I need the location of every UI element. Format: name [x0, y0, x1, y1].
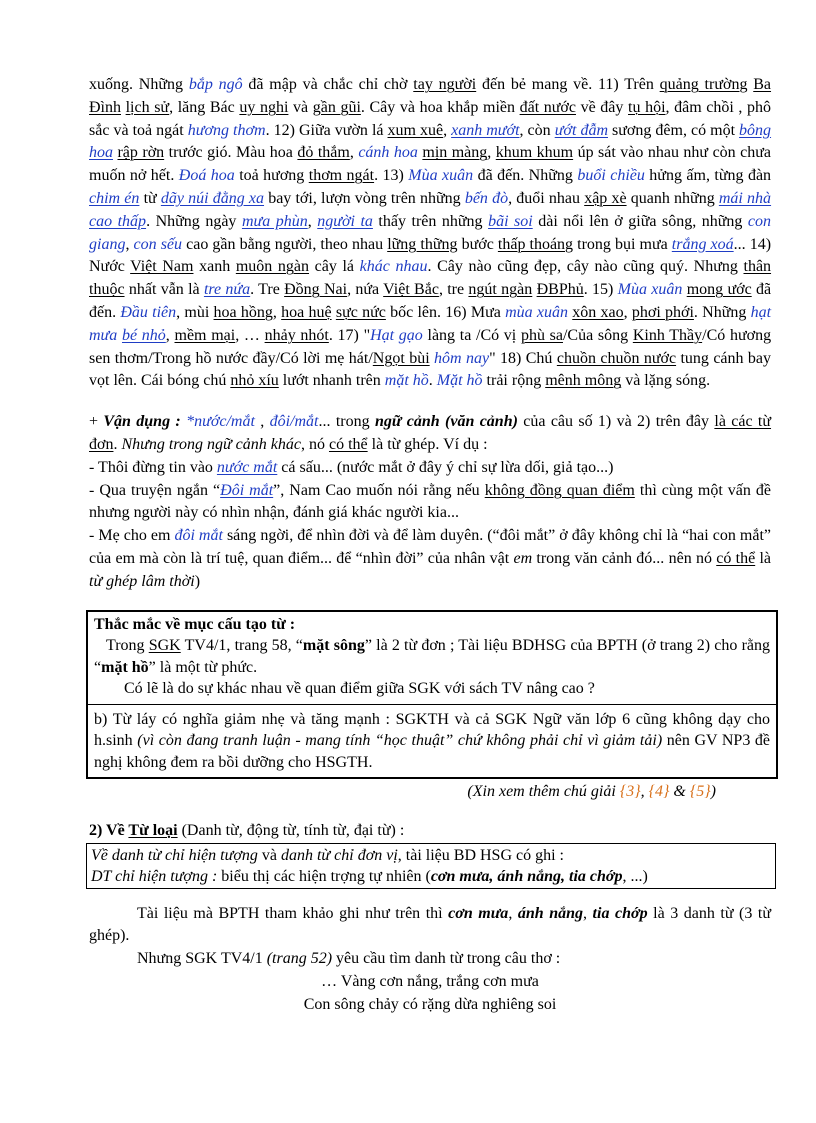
word-underlined: nhỏ xíu	[230, 372, 279, 390]
definition-line-1	[91, 845, 771, 866]
text: . Cây nào cũng đẹp, cây nào cũng quý. Nhưng	[427, 258, 744, 276]
text: trải rộng	[482, 372, 546, 390]
word-blue: bắp ngô	[188, 76, 243, 93]
text: .	[113, 435, 122, 453]
word-underlined: sực nức	[335, 303, 386, 321]
text: tung cánh bay vọt lên. Cái bóng chú	[89, 349, 772, 390]
word-blue-underlined: Đôi mắt	[220, 481, 274, 499]
text: . 15)	[583, 281, 618, 299]
word-blue-underlined: trắng xoá	[671, 235, 734, 253]
word-blue: Hạt gạo	[370, 326, 423, 344]
word-underlined: mềm mại	[174, 326, 236, 344]
text: cao gần bằng người, theo nhau	[182, 235, 388, 253]
word-underlined: thân thuộc	[89, 258, 772, 299]
word-blue: *nước/mắt	[186, 413, 255, 431]
text: xuống. Những	[89, 76, 189, 93]
word-underlined: Từ loại	[128, 821, 178, 839]
text: của câu số 1) và 2) trên đây	[517, 413, 715, 431]
text: - Mẹ cho em	[89, 527, 175, 545]
word-underlined: phơi phới	[631, 303, 694, 321]
term-bold: cơn mưa, ánh nắng, tia chớp	[430, 867, 623, 885]
word-italic: (trang 52)	[266, 950, 333, 968]
word-blue: khác nhau	[359, 258, 428, 276]
text: làng ta /Có vị	[422, 326, 521, 344]
word-blue: đôi mắt	[174, 527, 223, 545]
text: )	[710, 783, 716, 801]
text: , mùi	[176, 303, 214, 321]
box-divider	[88, 704, 776, 774]
text: lướt nhanh trên	[278, 372, 385, 390]
text: về đây	[575, 98, 629, 116]
word-underlined: SGK	[148, 637, 181, 655]
text: ,	[487, 144, 496, 162]
text: ” là một từ phức.	[148, 658, 258, 676]
text: bước	[457, 235, 498, 253]
definition-line-2	[91, 866, 771, 887]
text: , tài liệu BD HSG có ghi :	[397, 846, 564, 864]
word-blue: buổi chiều	[577, 167, 645, 185]
word-blue-underlined: xanh mướt	[451, 121, 520, 139]
word-underlined: xập xè	[584, 189, 627, 207]
word-underlined: mênh mông	[545, 372, 622, 390]
word-blue: Mùa xuân	[408, 167, 474, 185]
text: và	[288, 98, 313, 116]
text: bay tới, lượn vòng trên những	[264, 189, 465, 207]
text: từ	[139, 189, 161, 207]
word-underlined: thấp thoáng	[497, 235, 574, 253]
word-italic: em	[513, 549, 533, 567]
text: )	[194, 572, 201, 590]
word-underlined: mịn màng	[422, 144, 488, 162]
word-blue: bến đò	[464, 189, 509, 207]
text: thì cùng một vấn đề nhưng người này có nhìn nhận, đánh giá khác người kia...	[89, 481, 772, 522]
text: ,	[254, 413, 270, 431]
word-blue: Đoá hoa	[178, 167, 235, 185]
definition-box	[86, 843, 776, 889]
section-number: 2)	[89, 821, 107, 839]
box-question-2: Có lẽ là do sự khác nhau về quan điểm giữa SGK với sách TV nâng cao ?	[124, 680, 595, 698]
text: ” là 2 từ đơn ; Tài liệu BDHSG của BPTH (ở trang 2) cho rằng “	[94, 637, 771, 676]
word-bold: mặt sông	[302, 637, 365, 655]
word-blue: hương thơm	[187, 121, 266, 139]
word-blue-underlined: mưa phùn	[241, 212, 308, 230]
text: nên GV NP3 đề nghị không đem ra bồi dưỡng cho HSGTH.	[94, 732, 771, 771]
text: , đâm chồi , phô sắc và toả ngát	[89, 98, 772, 139]
paragraph-tai-lieu	[89, 903, 771, 949]
word-blue: mặt hồ	[384, 372, 429, 390]
word-blue: cánh hoa	[358, 144, 418, 162]
word-underlined: hoa hồng	[213, 303, 273, 321]
text: , tre	[438, 281, 469, 299]
text: ,	[583, 904, 593, 922]
text: . 12) Giữa vườn lá	[265, 121, 388, 139]
word-blue-underlined: nước mắt	[216, 458, 278, 476]
text: úp sát vào nhau như còn chưa muốn nở hết.	[89, 144, 772, 185]
text: trước gió. Màu hoa	[164, 144, 298, 162]
question-box	[86, 610, 778, 780]
word-blue: Mùa xuân	[617, 281, 683, 299]
text: , còn	[519, 121, 555, 139]
word-underlined: là các từ đơn	[89, 413, 772, 453]
text: " 18) Chú	[489, 349, 557, 367]
footnote-link[interactable]: {5}	[689, 783, 711, 801]
box-question-1	[94, 635, 770, 678]
text: ,	[125, 235, 134, 253]
word-blue-underlined: ướt đẫm	[554, 121, 608, 139]
term-bold: tia chớp	[592, 904, 648, 922]
word-italic: DT chỉ hiện tượng :	[91, 867, 218, 885]
word-italic: danh từ chỉ đơn vị	[280, 846, 398, 864]
word-underlined: quảng trường	[659, 76, 748, 93]
text: ,	[640, 783, 649, 801]
word-underlined: tay người	[413, 76, 477, 93]
word-blue-underlined: bé nhỏ	[121, 326, 166, 344]
poem-line-1: … Vàng cơn nắng, trắng cơn mưa	[321, 973, 539, 991]
word-blue: con sếu	[133, 235, 183, 253]
word-underlined: Việt Nam	[130, 258, 194, 276]
word-underlined: xum xuê	[387, 121, 444, 139]
footnote-reference	[89, 781, 771, 804]
text: nhất vẫn là	[124, 281, 204, 299]
word-bold: mặt hồ	[101, 658, 149, 676]
text: /Của sông	[562, 326, 633, 344]
paragraph-examples	[89, 74, 771, 393]
word-underlined: thơm ngát	[308, 167, 375, 185]
word-underlined: muôn ngàn	[235, 258, 310, 276]
text: (Danh từ, động từ, tính từ, đại từ) :	[177, 821, 405, 839]
box-question-b	[94, 709, 770, 774]
word-blue-underlined: cao thấp	[89, 212, 147, 230]
text: và lặng sóng.	[621, 372, 711, 390]
word-underlined: mong ước	[686, 281, 752, 299]
text: , nó	[300, 435, 329, 453]
word-underlined: chuồn chuồn nước	[556, 349, 677, 367]
word-underlined: ngút ngàn	[468, 281, 533, 299]
text: sương đêm, có một	[608, 121, 740, 139]
text: , lăng Bác	[169, 98, 240, 116]
word-underlined: phù sa	[520, 326, 563, 344]
section-heading-2	[89, 820, 771, 843]
text: ”, Nam Cao muốn nói rằng nếu	[273, 481, 485, 499]
word-blue: hạt mưa	[89, 303, 772, 344]
text: quanh những	[626, 189, 719, 207]
text: hửng ấm, từng đàn	[644, 167, 772, 185]
word-underlined: ĐBPhủ	[536, 281, 584, 299]
text: .	[428, 372, 437, 390]
text: b) Từ láy có nghĩa giảm nhẹ và tăng mạnh : SGKTH và cả SGK Ngữ văn lớp 6 cũng không dạy cho h.sinh	[94, 710, 770, 750]
term-bold: ngữ cảnh (văn cảnh)	[374, 413, 518, 431]
text: . 13)	[374, 167, 409, 185]
word-blue-underlined: chim én	[89, 189, 140, 207]
example-2	[89, 480, 771, 526]
paragraph-van-dung	[89, 411, 771, 457]
text: . 17) "	[328, 326, 371, 344]
text: là từ ghép. Ví dụ :	[367, 435, 488, 453]
word-underlined: gần gũi	[312, 98, 361, 116]
text: (Xin xem thêm chú giải	[467, 783, 620, 801]
text: trong văn cảnh đó... nên nó	[532, 549, 717, 567]
poem-line-2: Con sông chảy có rặng dừa nghiêng soi	[303, 995, 557, 1013]
footnote-link[interactable]: {4}	[648, 783, 670, 801]
text: dài nổi lên ở giữa sông, những	[532, 212, 748, 230]
text: sáng ngời, để nhìn đời và để làm duyên. (“đôi mắt” ở đây không chỉ là “hai con mắt” của em mà còn là trí tuệ, quan điểm... để “nhìn đời” của nhân vật	[89, 527, 771, 567]
word-blue: con giang	[89, 212, 772, 253]
word-underlined: xôn xao	[572, 303, 624, 321]
footnote-link[interactable]: {3}	[619, 783, 641, 801]
text: +	[89, 413, 104, 431]
word-underlined: uy nghi	[239, 98, 289, 116]
text: toả hương	[234, 167, 309, 185]
word-blue-underlined: bông hoa	[89, 121, 772, 162]
text: , đuổi nhau	[508, 189, 585, 207]
text: . Tre	[250, 281, 285, 299]
text: - Thôi đừng tin vào	[89, 458, 217, 476]
word-blue: mùa xuân	[505, 303, 568, 321]
text: yêu cầu tìm danh từ trong câu thơ :	[332, 950, 561, 968]
text: . Cây và hoa khắp miền	[360, 98, 520, 116]
text: ,	[508, 904, 518, 922]
text: thấy trên những	[372, 212, 489, 230]
word-underlined: lịch sử	[125, 98, 170, 116]
text: Trong	[106, 637, 149, 655]
text: ... 14) Nước	[89, 235, 772, 276]
text: đến bẻ mang về. 11) Trên	[476, 76, 660, 93]
word-underlined: Kinh Thầy	[632, 326, 703, 344]
text: là	[755, 549, 772, 567]
text: ,	[623, 303, 632, 321]
word-underlined: khum khum	[495, 144, 574, 162]
document-page	[89, 74, 771, 1017]
text: - Qua truyện ngắn “	[89, 481, 221, 499]
word-underlined: Đồng Nai	[284, 281, 348, 299]
word-underlined: đất nước	[519, 98, 576, 116]
word-underlined: Ngọt bùi	[372, 349, 430, 367]
word-italic: Nhưng trong ngữ cảnh khác	[121, 435, 301, 453]
text: , …	[235, 326, 265, 344]
text: trong bụi mưa	[573, 235, 672, 253]
text: Tài liệu mà BPTH tham khảo ghi như trên thì	[137, 904, 449, 922]
term-bold: ánh nắng	[517, 904, 583, 922]
text: là 3 danh từ (3 từ ghép).	[89, 904, 772, 945]
word-blue: Mặt hồ	[436, 372, 483, 390]
word-underlined: Ba Đình	[89, 76, 772, 116]
word-underlined: lững thững	[387, 235, 458, 253]
word-underlined: có thể	[716, 549, 756, 567]
text: ,	[165, 326, 175, 344]
text: và	[257, 846, 281, 864]
heading-inline: Vận dụng :	[103, 413, 181, 431]
word-italic: từ ghép lâm thời	[89, 572, 195, 590]
word-blue-underlined: bãi soi	[488, 212, 533, 230]
word-blue-underlined: dãy núi đằng xa	[160, 189, 265, 207]
text: cá sấu... (nước mắt ở đây ý chỉ sự lừa dối, giả tạo...)	[277, 458, 614, 476]
paragraph-sgk	[89, 948, 771, 971]
word-underlined: rập rờn	[117, 144, 165, 162]
text: , ...)	[622, 867, 648, 885]
text: biểu thị các hiện trợng tự nhiên (	[217, 867, 431, 885]
text: Về	[106, 821, 129, 839]
word-blue: hôm nay	[434, 349, 490, 367]
text: ,	[272, 303, 282, 321]
text: ... trong	[318, 413, 375, 431]
text: đã mập và chắc chỉ chờ	[242, 76, 414, 93]
text: bốc lên. 16) Mưa	[385, 303, 506, 321]
word-italic: Về danh từ chỉ hiện tượng	[91, 846, 258, 864]
text: . Những ngày	[146, 212, 242, 230]
text: đã đến. Những	[473, 167, 578, 185]
text: ,	[307, 212, 318, 230]
word-blue: Đầu tiên	[120, 303, 177, 321]
term-bold: cơn mưa	[448, 904, 509, 922]
text: cây lá	[309, 258, 360, 276]
word-underlined: đỏ thắm	[297, 144, 350, 162]
box-title: Thắc mắc về mục cấu tạo từ :	[94, 615, 296, 633]
text: xanh	[193, 258, 236, 276]
word-blue-underlined: mái nhà	[718, 189, 772, 207]
text: đã đến.	[89, 281, 772, 321]
example-1	[89, 457, 771, 480]
word-underlined: có thể	[328, 435, 368, 453]
text: ,	[443, 121, 452, 139]
text: ,	[349, 144, 359, 162]
text: &	[669, 783, 690, 801]
word-underlined: không đồng quan điểm	[484, 481, 635, 499]
word-underlined: hoa huệ	[281, 303, 332, 321]
word-underlined: Việt Bắc	[383, 281, 439, 299]
word-blue-underlined: tre nứa	[203, 281, 251, 299]
word-blue-underlined: người ta	[317, 212, 373, 230]
word-blue: đôi/mắt	[269, 413, 319, 431]
text: TV4/1, trang 58, “	[180, 637, 303, 655]
text: /Có hương sen thơm/Trong hồ nước đầy/Có lời mẹ hát/	[89, 326, 772, 367]
text: . Những	[693, 303, 751, 321]
word-italic: (vì còn đang tranh luận - mang tính “học thuật” chứ không phải chỉ vì giảm tải)	[137, 732, 663, 750]
text: , nứa	[347, 281, 384, 299]
text: Nhưng SGK TV4/1	[137, 950, 267, 968]
example-3	[89, 525, 771, 593]
word-underlined: tụ hội	[628, 98, 666, 116]
word-underlined: nhảy nhót	[264, 326, 329, 344]
